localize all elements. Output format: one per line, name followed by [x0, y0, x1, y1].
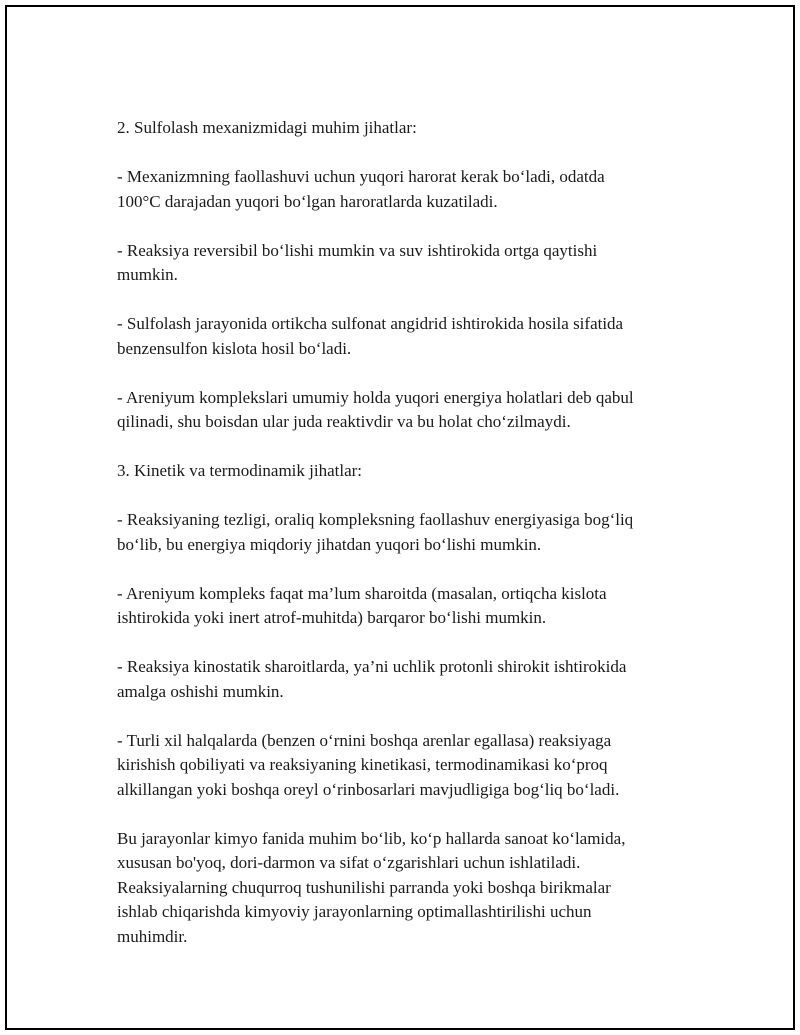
document-body [117, 116, 697, 949]
bullet-byproduct: - Sulfolash jarayonida ortikcha sulfonat angidrid ishtirokida hosila sifatida benzensulfon kislota hosil bo‘ladi. [117, 314, 624, 358]
bullet-activation-temperature: - Mexanizmning faollashuvi uchun yuqori harorat kerak bo‘ladi, odatda 100°C darajadan yuqori bo‘lgan haroratlarda kuzatiladi. [117, 167, 605, 211]
bullet-ring-reactivity: - Turli xil halqalarda (benzen o‘rnini boshqa arenlar egallasa) reaksiyaga kirishish qobiliyati va reaksiyaning kinetikasi, termodinamikasi ko‘proq alkillangan yoki boshqa oreyl o‘rinbosarlari mavjudligiga bog‘liq bo‘ladi. [117, 730, 620, 799]
section-heading-sulfonation: 2. Sulfolash mexanizmidagi muhim jihatlar: [117, 118, 417, 137]
bullet-reaction-rate: - Reaksiyaning tezligi, oraliq kompleksning faollashuv energiyasiga bog‘liq bo‘lib, bu energiya miqdoriy jihatdan yuqori bo‘lishi mumkin. [117, 510, 634, 554]
bullet-kinostatic-conditions: - Reaksiya kinostatik sharoitlarda, ya’ni uchlik protonli shirokit ishtirokida amalga oshishi mumkin. [117, 657, 627, 701]
bullet-arenium-complexes: - Areniyum komplekslari umumiy holda yuqori energiya holatlari deb qabul qilinadi, shu boisdan ular juda reaktivdir va bu holat cho‘zilmaydi. [117, 387, 634, 431]
conclusion-paragraph: Bu jarayonlar kimyo fanida muhim bo‘lib, ko‘p hallarda sanoat ko‘lamida, xususan bo'yoq, dori-darmon va sifat o‘zgarishlari uchun ishlatiladi. Reaksiyalarning chuqurroq tushunilishi parranda yoki boshqa birikmalar ishlab chiqarishda kimyoviy jarayonlarning optimallashtirilishi uchun muhimdir. [117, 828, 626, 946]
bullet-complex-stability: - Areniyum kompleks faqat ma’lum sharoitda (masalan, ortiqcha kislota ishtirokida yoki inert atrof-muhitda) barqaror bo‘lishi mumkin. [117, 583, 607, 627]
bullet-reversibility: - Reaksiya reversibil bo‘lishi mumkin va suv ishtirokida ortga qaytishi mumkin. [117, 240, 598, 284]
section-heading-kinetics: 3. Kinetik va termodinamik jihatlar: [117, 461, 363, 480]
